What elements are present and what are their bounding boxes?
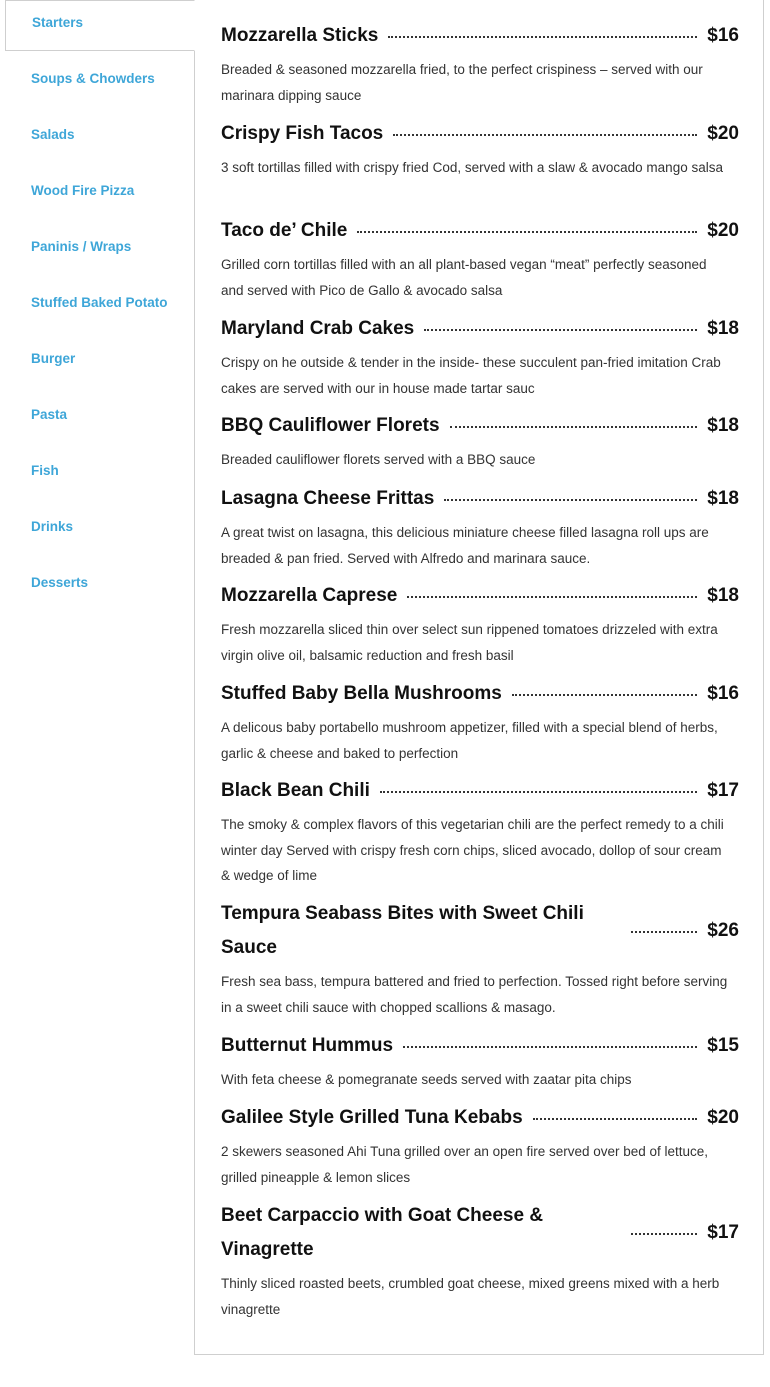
dotted-leader (380, 791, 697, 793)
menu-item-description: Thinly sliced roasted beets, crumbled goat cheese, mixed greens mixed with a herb vinagrette (221, 1276, 720, 1317)
menu-item-description: With feta cheese & pomegranate seeds served with zaatar pita chips (221, 1072, 632, 1087)
tab-burger[interactable]: Burger (0, 336, 195, 392)
dotted-leader (388, 36, 697, 38)
menu-item (221, 19, 739, 108)
menu-item (221, 117, 739, 181)
menu-item-header (221, 774, 739, 808)
menu-item-name: BBQ Cauliflower Florets (221, 415, 440, 436)
menu-item (221, 897, 739, 1020)
menu-item-name: Mozzarella Caprese (221, 585, 398, 606)
menu-item-description: A great twist on lasagna, this delicious miniature cheese filled lasagna roll ups are breaded & pan fried. Served with Alfredo and marinara sauce. (221, 525, 709, 566)
menu-item-price: $16 (707, 25, 739, 46)
menu-item (221, 214, 739, 303)
menu-item-description: Fresh mozzarella sliced thin over select sun rippened tomatoes drizzeled with extra virgin olive oil, balsamic reduction and fresh basil (221, 622, 718, 663)
menu-item-header (221, 1199, 739, 1267)
menu-item-price: $20 (707, 1107, 739, 1128)
tab-stuffed-baked-potato[interactable]: Stuffed Baked Potato (0, 280, 195, 336)
menu-item-description: Fresh sea bass, tempura battered and fried to perfection. Tossed right before serving in a sweet chili sauce with chopped scallions & masago. (221, 974, 728, 1015)
menu-item-price: $20 (707, 220, 739, 241)
menu-item (221, 774, 739, 889)
menu-item-price: $18 (707, 318, 739, 339)
tab-wood-fire-pizza[interactable]: Wood Fire Pizza (0, 168, 195, 224)
menu-item-description: 3 soft tortillas filled with crispy fried Cod, served with a slaw & avocado mango salsa (221, 160, 723, 175)
tab-fish[interactable]: Fish (0, 448, 195, 504)
menu-item-description: A delicous baby portabello mushroom appetizer, filled with a special blend of herbs, garlic & cheese and baked to perfection (221, 720, 718, 761)
menu-item-name: Black Bean Chili (221, 780, 370, 801)
dotted-leader (631, 931, 697, 933)
menu-item-price: $26 (707, 920, 739, 941)
menu-item-price: $18 (707, 488, 739, 509)
menu-item-price: $16 (707, 683, 739, 704)
menu-item-name: Beet Carpaccio with Goat Cheese & Vinagrette (221, 1205, 544, 1260)
tab-paninis-wraps[interactable]: Paninis / Wraps (0, 224, 195, 280)
menu-item-name: Lasagna Cheese Frittas (221, 488, 435, 509)
menu-item-description: The smoky & complex flavors of this vegetarian chili are the perfect remedy to a chili winter day Served with crispy fresh corn chips, sliced avocado, dollop of sour cream & wedge of lime (221, 817, 724, 883)
dotted-leader (631, 1233, 697, 1235)
menu-item-price: $18 (707, 585, 739, 606)
tab-starters[interactable]: Starters (5, 0, 195, 51)
menu-item-header (221, 19, 739, 53)
menu-item-header (221, 677, 739, 711)
menu-item-price: $20 (707, 123, 739, 144)
dotted-leader (403, 1046, 697, 1048)
dotted-leader (512, 694, 697, 696)
menu-item-header (221, 482, 739, 516)
menu-item-name: Butternut Hummus (221, 1035, 394, 1056)
menu-item-price: $15 (707, 1035, 739, 1056)
menu-item-name: Mozzarella Sticks (221, 25, 379, 46)
menu-item (221, 677, 739, 766)
dotted-leader (407, 596, 697, 598)
menu-item-price: $18 (707, 415, 739, 436)
menu-item-description: 2 skewers seasoned Ahi Tuna grilled over an open fire served over bed of lettuce, grilled pineapple & lemon slices (221, 1144, 709, 1185)
menu-item (221, 1029, 739, 1093)
menu-item-name: Crispy Fish Tacos (221, 123, 384, 144)
menu-item-name: Stuffed Baby Bella Mushrooms (221, 683, 502, 704)
dotted-leader (444, 499, 697, 501)
tab-drinks[interactable]: Drinks (0, 504, 195, 560)
menu-item-price: $17 (707, 1222, 739, 1243)
menu-item (221, 1199, 739, 1322)
menu-item-name: Galilee Style Grilled Tuna Kebabs (221, 1107, 523, 1128)
menu-item-description: Breaded cauliflower florets served with a BBQ sauce (221, 452, 536, 467)
menu-item-header (221, 1101, 739, 1135)
menu-item-header (221, 214, 739, 248)
menu-item (221, 409, 739, 473)
menu-item-description: Crispy on he outside & tender in the inside- these succulent pan-fried imitation Crab cakes are served with our in house made tartar sauc (221, 355, 721, 396)
menu-item (221, 482, 739, 571)
dotted-leader (450, 426, 698, 428)
menu-item-name: Maryland Crab Cakes (221, 318, 415, 339)
menu-item (221, 1101, 739, 1190)
menu-panel (194, 0, 764, 1355)
tab-desserts[interactable]: Desserts (0, 560, 195, 616)
menu-item-header (221, 1029, 739, 1063)
dotted-leader (533, 1118, 698, 1120)
menu-item-description: Grilled corn tortillas filled with an all plant-based vegan “meat” perfectly seasoned and served with Pico de Gallo & avocado salsa (221, 257, 707, 298)
menu-item-header (221, 117, 739, 151)
menu-item-description: Breaded & seasoned mozzarella fried, to the perfect crispiness – served with our marinara dipping sauce (221, 62, 703, 103)
dotted-leader (424, 329, 697, 331)
tab-soups-chowders[interactable]: Soups & Chowders (0, 56, 195, 112)
menu-item-header (221, 579, 739, 613)
tab-salads[interactable]: Salads (0, 112, 195, 168)
menu-item-price: $17 (707, 780, 739, 801)
dotted-leader (357, 231, 697, 233)
menu-item (221, 579, 739, 668)
menu-item-name: Taco de’ Chile (221, 220, 348, 241)
menu-item-header (221, 897, 739, 965)
menu-item-header (221, 409, 739, 443)
menu-item-name: Tempura Seabass Bites with Sweet Chili Sauce (221, 903, 584, 958)
dotted-leader (393, 134, 697, 136)
menu-item (221, 312, 739, 401)
menu-item-header (221, 312, 739, 346)
category-tabs (0, 0, 195, 616)
tab-pasta[interactable]: Pasta (0, 392, 195, 448)
